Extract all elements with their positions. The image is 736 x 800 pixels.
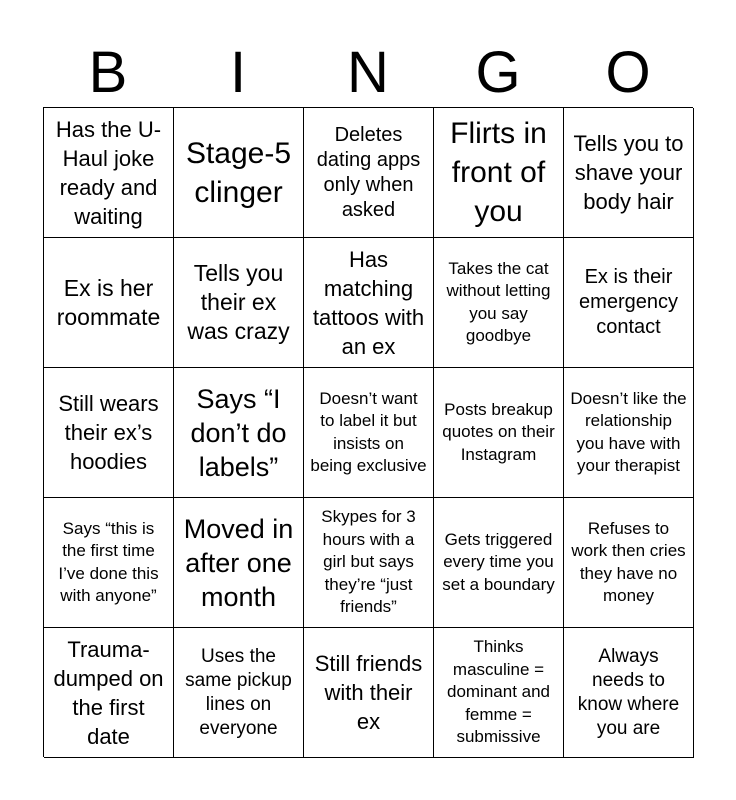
bingo-cell-r4-c1[interactable] bbox=[174, 628, 304, 758]
cell-text: Still wears their ex’s hoodies bbox=[58, 391, 159, 474]
cell-text: Doesn’t want to label it but insists on being exclusive bbox=[310, 388, 427, 475]
header-letter-g: G bbox=[475, 40, 521, 105]
bingo-cell-r1-c3[interactable] bbox=[434, 238, 564, 368]
cell-text: Skypes for 3 hours with a girl but says they’re “just friends” bbox=[321, 507, 416, 617]
cell-text: Always needs to know where you are bbox=[577, 645, 680, 739]
bingo-cell-r2-c1[interactable] bbox=[174, 368, 304, 498]
cell-text: Says “this is the first time I’ve done this with anyone” bbox=[58, 518, 159, 605]
bingo-cell-r1-c4[interactable] bbox=[564, 238, 694, 368]
bingo-header bbox=[43, 40, 693, 106]
header-letter-i: I bbox=[229, 40, 247, 105]
bingo-cell-r3-c0[interactable] bbox=[44, 498, 174, 628]
header-letter-b: B bbox=[88, 40, 128, 105]
bingo-cell-r4-c3[interactable] bbox=[434, 628, 564, 758]
cell-text: Stage-5 clinger bbox=[185, 136, 292, 209]
bingo-cell-r1-c2[interactable] bbox=[304, 238, 434, 368]
cell-text: Tells you their ex was crazy bbox=[187, 260, 290, 344]
cell-text: Posts breakup quotes on their Instagram bbox=[442, 399, 555, 464]
cell-text: Ex is her roommate bbox=[56, 274, 161, 330]
bingo-cell-r4-c0[interactable] bbox=[44, 628, 174, 758]
bingo-cell-r2-c0[interactable] bbox=[44, 368, 174, 498]
cell-text: Refuses to work then cries they have no money bbox=[571, 518, 686, 605]
bingo-cell-r3-c4[interactable] bbox=[564, 498, 694, 628]
bingo-cell-r3-c2[interactable] bbox=[304, 498, 434, 628]
cell-text: Thinks masculine = dominant and femme = submissive bbox=[446, 637, 551, 747]
cell-text: Still friends with their ex bbox=[314, 651, 423, 734]
bingo-cell-r0-c1[interactable] bbox=[174, 108, 304, 238]
bingo-cell-r4-c2[interactable] bbox=[304, 628, 434, 758]
cell-text: Deletes dating apps only when asked bbox=[316, 123, 421, 221]
cell-text: Has matching tattoos with an ex bbox=[312, 246, 425, 359]
bingo-cell-r0-c4[interactable] bbox=[564, 108, 694, 238]
bingo-cell-r0-c2[interactable] bbox=[304, 108, 434, 238]
bingo-cell-r2-c4[interactable] bbox=[564, 368, 694, 498]
cell-text: Has the U-Haul joke ready and waiting bbox=[55, 116, 162, 229]
bingo-cell-r0-c0[interactable] bbox=[44, 108, 174, 238]
cell-text: Says “I don’t do labels” bbox=[190, 383, 287, 482]
bingo-grid bbox=[43, 107, 693, 757]
cell-text: Takes the cat without letting you say goodbye bbox=[446, 258, 551, 345]
bingo-cell-r1-c0[interactable] bbox=[44, 238, 174, 368]
bingo-cell-r4-c4[interactable] bbox=[564, 628, 694, 758]
bingo-cell-r3-c1[interactable] bbox=[174, 498, 304, 628]
bingo-cell-r2-c2[interactable] bbox=[304, 368, 434, 498]
cell-text: Flirts in front of you bbox=[450, 117, 547, 228]
header-letter-o: O bbox=[605, 40, 651, 105]
cell-text: Tells you to shave your body hair bbox=[573, 131, 684, 214]
bingo-cell-r2-c3[interactable] bbox=[434, 368, 564, 498]
cell-text: Uses the same pickup lines on everyone bbox=[185, 645, 292, 739]
cell-text: Ex is their emergency contact bbox=[579, 266, 678, 338]
header-letter-n: N bbox=[347, 40, 389, 105]
cell-text: Trauma-dumped on the first date bbox=[53, 636, 164, 749]
bingo-cell-r3-c3[interactable] bbox=[434, 498, 564, 628]
cell-text: Gets triggered every time you set a boundary bbox=[442, 529, 555, 594]
bingo-cell-r1-c1[interactable] bbox=[174, 238, 304, 368]
bingo-cell-r0-c3[interactable] bbox=[434, 108, 564, 238]
cell-text: Doesn’t like the relationship you have with your therapist bbox=[570, 388, 687, 475]
cell-text: Moved in after one month bbox=[183, 513, 294, 612]
